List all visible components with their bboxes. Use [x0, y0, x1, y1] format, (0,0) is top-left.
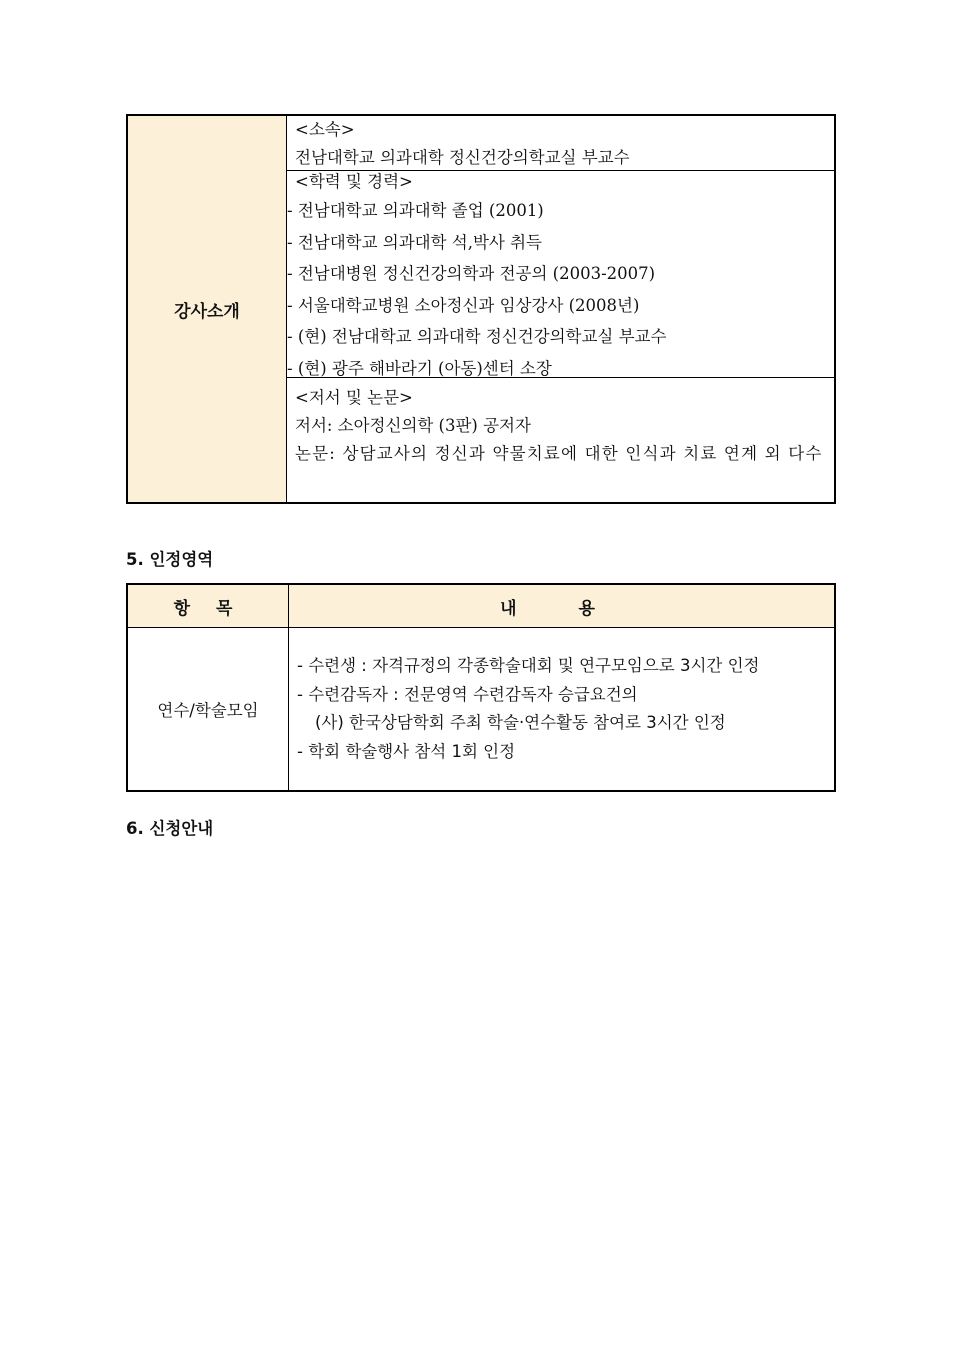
instructor-label: 강사소개 [127, 115, 287, 503]
instructor-table [126, 114, 836, 504]
publications-cell [287, 378, 836, 504]
career-item: - 전남대병원 정신건강의학과 전공의 (2003-2007) [287, 264, 656, 283]
affiliation-value: 전남대학교 의과대학 정신건강의학교실 부교수 [295, 148, 630, 167]
affiliation-header: <소속> [295, 120, 355, 139]
section-5-heading: 5. 인정영역 [126, 550, 214, 569]
publication-book: 저서: 소아정신의학 (3판) 공저자 [295, 416, 531, 435]
recognition-line: - 수련감독자 : 전문영역 수련감독자 승급요건의 [297, 684, 638, 704]
career-item: - (현) 전남대학교 의과대학 정신건강의학교실 부교수 [287, 327, 667, 346]
recognition-item: 연수/학술모임 [127, 628, 289, 792]
section-6-heading: 6. 신청안내 [126, 819, 214, 838]
recognition-table [126, 583, 836, 792]
career-item: - 서울대학교병원 소아정신과 임상강사 (2008년) [287, 295, 640, 315]
career-cell [287, 171, 836, 378]
recognition-line: (사) 한국상담학회 주최 학술·연수활동 참여로 3시간 인정 [315, 713, 726, 732]
career-item: - 전남대학교 의과대학 졸업 (2001) [287, 201, 544, 220]
career-header: <학력 및 경력> [295, 172, 413, 191]
career-item: - 전남대학교 의과대학 석,박사 취득 [287, 232, 542, 252]
publication-paper: 논문: 상담교사의 정신과 약물치료에 대한 인식과 치료 연계 외 다수 [295, 444, 823, 463]
column-header-item: 항 목 [127, 584, 289, 628]
recognition-content [289, 628, 836, 792]
recognition-line: - 학회 학술행사 참석 1회 인정 [297, 741, 516, 761]
affiliation-cell [287, 115, 836, 171]
recognition-line: - 수련생 : 자격규정의 각종학술대회 및 연구모임으로 3시간 인정 [297, 656, 760, 675]
publications-header: <저서 및 논문> [295, 388, 413, 407]
career-item: - (현) 광주 해바라기 (아동)센터 소장 [287, 358, 552, 378]
column-header-content: 내 용 [289, 584, 836, 628]
